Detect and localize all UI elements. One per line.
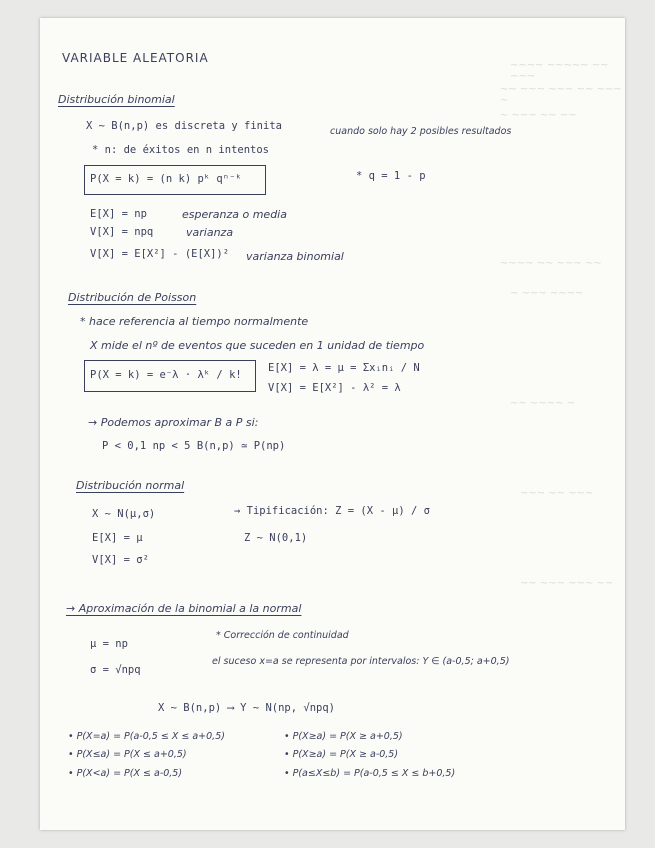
- binomial-mean-label: esperanza o media: [182, 208, 287, 221]
- binomial-q: * q = 1 - p: [356, 170, 426, 182]
- poisson-variance: V[X] = E[X²] - λ² = λ: [268, 382, 401, 394]
- bleed-through-text: ~~ ~~~ ~~~ ~~: [520, 578, 614, 589]
- binomial-variance: V[X] = npq: [90, 226, 154, 238]
- bleed-through-text: ~ ~~~ ~~~~: [510, 288, 584, 299]
- approximation-map: X ~ B(n,p) ⟶ Y ~ N(np, √npq): [158, 702, 336, 714]
- rule-item: • P(X=a) = P(a-0,5 ≤ X ≤ a+0,5): [68, 731, 225, 742]
- poisson-formula: P(X = k) = e⁻λ · λᵏ / k!: [90, 369, 242, 381]
- bleed-through-text: ~~ ~~~ ~~~ ~~ ~~~ ~: [500, 84, 622, 106]
- normal-heading: Distribución normal: [76, 479, 185, 492]
- approximation-sigma: σ = √npq: [90, 664, 141, 676]
- rule-item: • P(X≥a) = P(X ≥ a+0,5): [284, 731, 403, 742]
- approximation-heading: → Aproximación de la binomial a la normal: [66, 602, 302, 615]
- rule-item: • P(X<a) = P(X ≤ a-0,5): [68, 768, 183, 779]
- normal-definition: X ~ N(μ,σ): [92, 508, 156, 520]
- poisson-description: X mide el nº de eventos que suceden en 1 unidad de tiempo: [90, 339, 425, 352]
- normal-standardization: → Tipificación: Z = (X - μ) / σ: [234, 505, 430, 517]
- approximation-mu: μ = np: [90, 638, 128, 650]
- binomial-mean: E[X] = np: [90, 208, 147, 220]
- normal-z: Z ~ N(0,1): [244, 532, 308, 544]
- binomial-variance-formula-label: varianza binomial: [246, 250, 344, 263]
- poisson-mean: E[X] = λ = μ = Σxᵢnᵢ / N: [268, 362, 420, 374]
- rule-item: • P(X≤a) = P(X ≤ a+0,5): [68, 749, 187, 760]
- bleed-through-text: ~ ~~~ ~~ ~~: [500, 110, 577, 121]
- bleed-through-text: ~~~~ ~~~~~ ~~ ~~~: [510, 60, 609, 82]
- bleed-through-text: ~~~ ~~ ~~~: [520, 488, 594, 499]
- poisson-conditions: P < 0,1 np < 5 B(n,p) ≃ P(np): [102, 440, 286, 452]
- bleed-through-text: ~~~~ ~~ ~~~ ~~: [500, 258, 602, 269]
- binomial-variance-label: varianza: [186, 226, 234, 239]
- poisson-heading: Distribución de Poisson: [68, 291, 197, 304]
- binomial-note: cuando solo hay 2 posibles resultados: [330, 126, 512, 137]
- normal-variance: V[X] = σ²: [92, 554, 149, 566]
- continuity-correction: * Corrección de continuidad: [216, 630, 349, 641]
- poisson-approx: → Podemos aproximar B a P si:: [88, 416, 259, 429]
- bleed-through-text: ~~ ~~~~ ~: [510, 398, 576, 409]
- rule-item: • P(X≥a) = P(X ≥ a-0,5): [284, 749, 399, 760]
- binomial-definition: X ~ B(n,p) es discreta y finita: [86, 120, 282, 132]
- binomial-successes: * n: de éxitos en n intentos: [92, 144, 270, 156]
- rule-item: • P(a≤X≤b) = P(a-0,5 ≤ X ≤ b+0,5): [284, 768, 456, 779]
- binomial-heading: Distribución binomial: [58, 93, 175, 106]
- binomial-formula: P(X = k) = (n k) pᵏ qⁿ⁻ᵏ: [90, 173, 242, 185]
- page-title: VARIABLE ALEATORIA: [62, 51, 209, 65]
- notebook-page: [40, 18, 625, 830]
- continuity-event: el suceso x=a se representa por intervalos: Y ∈ (a-0,5; a+0,5): [212, 656, 510, 667]
- poisson-note: * hace referencia al tiempo normalmente: [80, 315, 309, 328]
- binomial-variance-formula: V[X] = E[X²] - (E[X])²: [90, 248, 230, 260]
- normal-mean: E[X] = μ: [92, 532, 143, 544]
